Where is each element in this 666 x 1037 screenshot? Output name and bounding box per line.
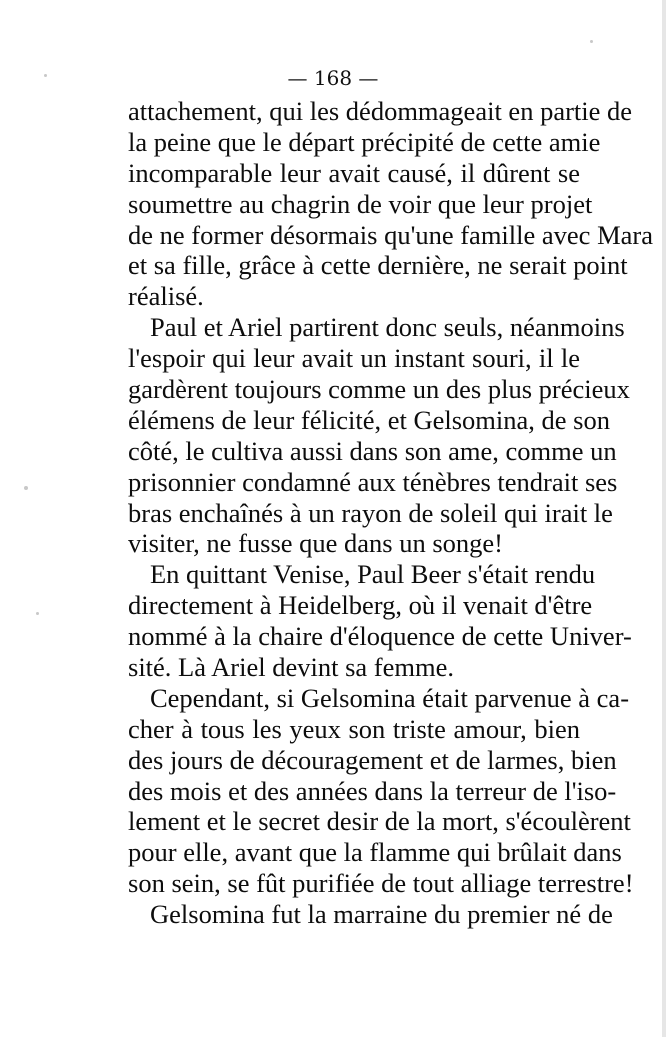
text-line: l'espoir qui leur avait un instant souri, il le — [128, 343, 580, 374]
text-line: soumettre au chagrin de voir que leur projet — [128, 188, 593, 219]
page-number: — 168 — — [287, 66, 379, 90]
text-line: cher à tous les yeux son triste amour, bien — [128, 713, 580, 744]
paper-edge — [662, 0, 666, 1037]
text-line: incomparable leur avait causé, il dûrent se — [128, 157, 580, 188]
text-line: sité. Là Ariel devint sa femme. — [128, 652, 454, 683]
text-line: réalisé. — [128, 281, 204, 312]
text-line: élémens de leur félicité, et Gelsomina, de son — [128, 404, 610, 435]
text-line: pour elle, avant que la flamme qui brûlait dans — [128, 837, 622, 868]
text-line: des mois et des années dans la terreur de l'iso- — [128, 775, 617, 806]
text-line: visiter, ne fusse que dans un songe! — [128, 528, 504, 559]
text-line: attachement, qui les dédommageait en partie de — [128, 96, 633, 126]
text-line: son sein, se fût purifiée de tout alliage terrestre! — [128, 868, 634, 899]
text-line: lement et le secret desir de la mort, s'écoulèrent — [128, 806, 631, 837]
text-line: de ne former désormais qu'une famille avec Mara — [128, 219, 653, 250]
text-line: bras enchaînés à un rayon de soleil qui irait le — [128, 497, 613, 528]
text-line: Gelsomina fut la marraine du premier né de — [150, 899, 613, 930]
text-line: côté, le cultiva aussi dans son ame, comme un — [128, 435, 617, 466]
text-line: gardèrent toujours comme un des plus précieux — [128, 374, 630, 405]
text-line: Paul et Ariel partirent donc seuls, néanmoins — [150, 312, 625, 343]
paper-speck — [24, 486, 28, 490]
text-line: En quittant Venise, Paul Beer s'était rendu — [150, 559, 596, 590]
text-line: Cependant, si Gelsomina était parvenue à ca- — [150, 682, 630, 713]
text-line: des jours de découragement et de larmes, bien — [128, 744, 617, 775]
text-line: prisonnier condamné aux ténèbres tendrait ses — [128, 466, 618, 497]
paper-speck — [590, 40, 593, 43]
text-line: directement à Heidelberg, où il venait d'être — [128, 590, 593, 621]
text-line: et sa fille, grâce à cette dernière, ne serait point — [128, 250, 628, 281]
body-text — [128, 96, 653, 930]
text-line: nommé à la chaire d'éloquence de cette Univer- — [128, 621, 632, 652]
paper-speck — [36, 612, 39, 615]
text-line: la peine que le départ précipité de cette amie — [128, 126, 601, 157]
